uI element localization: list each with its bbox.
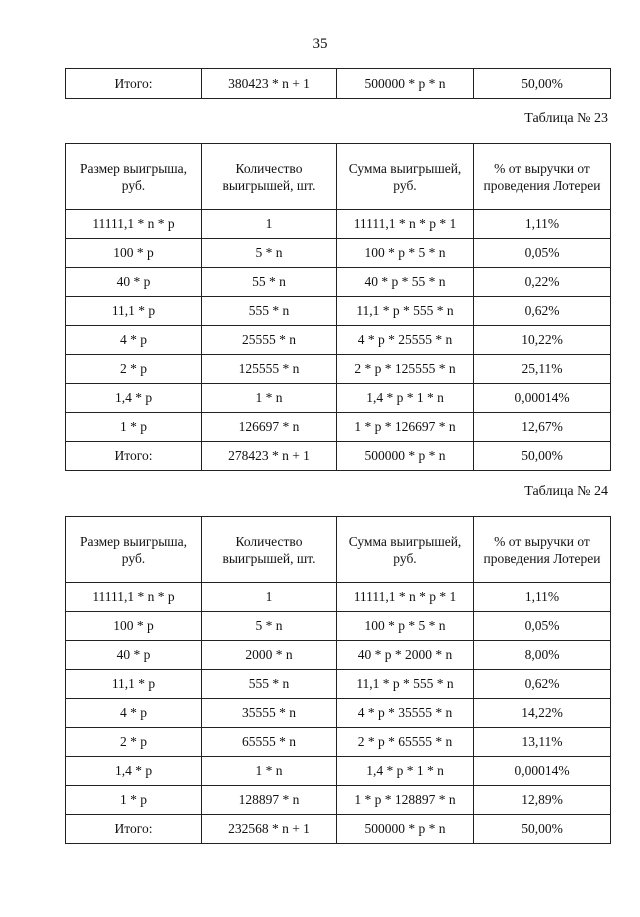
header-prize-size: Размер выигрыша, руб. <box>66 144 202 210</box>
cell-prize-count: 1 * n <box>202 384 337 413</box>
cell-prize-size: Итого: <box>66 442 202 471</box>
table-row <box>66 728 611 757</box>
header-prize-count: Количество выигрышей, шт. <box>202 144 337 210</box>
cell-prize-sum: 500000 * p * n <box>337 442 474 471</box>
cell-prize-size: 2 * p <box>66 728 202 757</box>
cell-prize-sum: 1,4 * p * 1 * n <box>337 384 474 413</box>
table-continuation <box>65 68 611 99</box>
cell-prize-size: 1,4 * p <box>66 757 202 786</box>
cell-revenue-percent: 50,00% <box>474 815 611 844</box>
table-row <box>66 815 611 844</box>
cell-prize-sum: 11,1 * p * 555 * n <box>337 297 474 326</box>
cell-prize-size: 1 * p <box>66 413 202 442</box>
cell-prize-sum: 11111,1 * n * p * 1 <box>337 210 474 239</box>
cell-prize-size: Итого: <box>66 69 202 99</box>
table-row <box>66 442 611 471</box>
cell-prize-sum: 1 * p * 126697 * n <box>337 413 474 442</box>
cell-revenue-percent: 14,22% <box>474 699 611 728</box>
table-row <box>66 670 611 699</box>
cell-prize-count: 380423 * n + 1 <box>202 69 337 99</box>
cell-prize-count: 2000 * n <box>202 641 337 670</box>
cell-prize-sum: 100 * p * 5 * n <box>337 239 474 268</box>
cell-revenue-percent: 1,11% <box>474 210 611 239</box>
table-caption: Таблица № 23 <box>524 111 608 126</box>
page-number: 35 <box>312 36 328 52</box>
table-row <box>66 641 611 670</box>
cell-prize-count: 128897 * n <box>202 786 337 815</box>
cell-revenue-percent: 10,22% <box>474 326 611 355</box>
cell-revenue-percent: 0,05% <box>474 612 611 641</box>
table-row <box>66 583 611 612</box>
cell-prize-sum: 11111,1 * n * p * 1 <box>337 583 474 612</box>
cell-prize-count: 1 * n <box>202 757 337 786</box>
cell-revenue-percent: 0,00014% <box>474 757 611 786</box>
cell-prize-size: 100 * p <box>66 239 202 268</box>
cell-prize-count: 555 * n <box>202 297 337 326</box>
cell-revenue-percent: 12,89% <box>474 786 611 815</box>
cell-revenue-percent: 0,62% <box>474 670 611 699</box>
cell-revenue-percent: 12,67% <box>474 413 611 442</box>
cell-prize-count: 232568 * n + 1 <box>202 815 337 844</box>
cell-prize-count: 1 <box>202 583 337 612</box>
header-prize-sum: Сумма выигрышей, руб. <box>337 517 474 583</box>
table-row <box>66 699 611 728</box>
table-row <box>66 210 611 239</box>
cell-revenue-percent: 13,11% <box>474 728 611 757</box>
cell-prize-sum: 1 * p * 128897 * n <box>337 786 474 815</box>
cell-revenue-percent: 25,11% <box>474 355 611 384</box>
cell-prize-count: 555 * n <box>202 670 337 699</box>
table-row <box>66 355 611 384</box>
cell-prize-size: 1,4 * p <box>66 384 202 413</box>
cell-prize-sum: 2 * p * 65555 * n <box>337 728 474 757</box>
cell-prize-size: 11111,1 * n * p <box>66 583 202 612</box>
cell-revenue-percent: 0,05% <box>474 239 611 268</box>
header-prize-count: Количество выигрышей, шт. <box>202 517 337 583</box>
table-header-row <box>66 517 611 583</box>
header-prize-sum: Сумма выигрышей, руб. <box>337 144 474 210</box>
cell-revenue-percent: 50,00% <box>474 69 611 99</box>
cell-prize-sum: 4 * p * 35555 * n <box>337 699 474 728</box>
cell-revenue-percent: 50,00% <box>474 442 611 471</box>
cell-revenue-percent: 1,11% <box>474 583 611 612</box>
cell-prize-sum: 1,4 * p * 1 * n <box>337 757 474 786</box>
cell-prize-sum: 500000 * p * n <box>337 815 474 844</box>
cell-prize-sum: 40 * p * 55 * n <box>337 268 474 297</box>
cell-prize-sum: 100 * p * 5 * n <box>337 612 474 641</box>
table-row <box>66 268 611 297</box>
cell-prize-size: 11,1 * p <box>66 670 202 699</box>
cell-revenue-percent: 8,00% <box>474 641 611 670</box>
table-row <box>66 786 611 815</box>
cell-prize-size: 11,1 * p <box>66 297 202 326</box>
cell-prize-count: 35555 * n <box>202 699 337 728</box>
table-body <box>66 69 611 99</box>
cell-revenue-percent: 0,00014% <box>474 384 611 413</box>
prize-table-24 <box>65 516 611 844</box>
table-row <box>66 69 611 99</box>
cell-revenue-percent: 0,62% <box>474 297 611 326</box>
table-row <box>66 297 611 326</box>
cell-prize-count: 55 * n <box>202 268 337 297</box>
table-header-row <box>66 144 611 210</box>
table-row <box>66 384 611 413</box>
table-row <box>66 413 611 442</box>
header-revenue-percent: % от выручки от проведения Лотереи <box>474 144 611 210</box>
cell-prize-size: 4 * p <box>66 699 202 728</box>
cell-prize-sum: 11,1 * p * 555 * n <box>337 670 474 699</box>
header-prize-size: Размер выигрыша, руб. <box>66 517 202 583</box>
cell-prize-size: 4 * p <box>66 326 202 355</box>
cell-prize-sum: 500000 * p * n <box>337 69 474 99</box>
cell-prize-count: 25555 * n <box>202 326 337 355</box>
header-revenue-percent: % от выручки от проведения Лотереи <box>474 517 611 583</box>
prize-table-23 <box>65 143 611 471</box>
cell-prize-count: 126697 * n <box>202 413 337 442</box>
cell-prize-count: 65555 * n <box>202 728 337 757</box>
cell-prize-size: 40 * p <box>66 268 202 297</box>
cell-prize-size: 2 * p <box>66 355 202 384</box>
cell-prize-size: 40 * p <box>66 641 202 670</box>
table-row <box>66 326 611 355</box>
cell-prize-size: 11111,1 * n * p <box>66 210 202 239</box>
table-row <box>66 239 611 268</box>
table-body <box>66 583 611 844</box>
table-row <box>66 757 611 786</box>
cell-prize-count: 5 * n <box>202 239 337 268</box>
cell-prize-size: Итого: <box>66 815 202 844</box>
table-row <box>66 612 611 641</box>
table-caption: Таблица № 24 <box>524 484 608 499</box>
cell-revenue-percent: 0,22% <box>474 268 611 297</box>
cell-prize-count: 1 <box>202 210 337 239</box>
cell-prize-count: 125555 * n <box>202 355 337 384</box>
cell-prize-size: 1 * p <box>66 786 202 815</box>
cell-prize-size: 100 * p <box>66 612 202 641</box>
table-body <box>66 210 611 471</box>
cell-prize-count: 278423 * n + 1 <box>202 442 337 471</box>
cell-prize-sum: 4 * p * 25555 * n <box>337 326 474 355</box>
cell-prize-sum: 40 * p * 2000 * n <box>337 641 474 670</box>
cell-prize-count: 5 * n <box>202 612 337 641</box>
cell-prize-sum: 2 * p * 125555 * n <box>337 355 474 384</box>
